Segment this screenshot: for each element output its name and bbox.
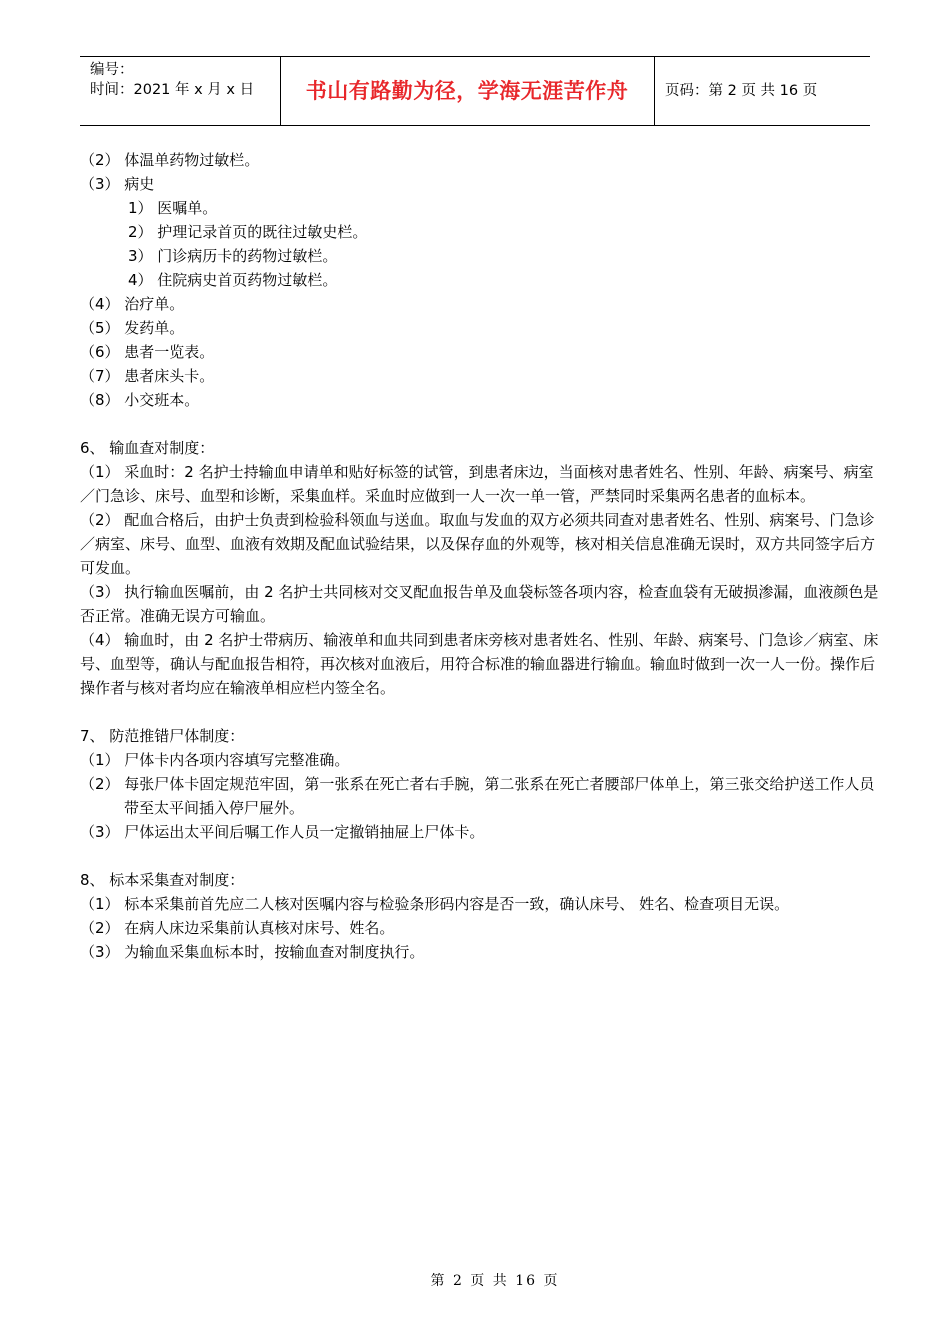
list-item: （6） 患者一览表。 bbox=[80, 343, 215, 361]
header-meta bbox=[80, 57, 281, 125]
page-code: 页码：第 2 页 共 16 页 bbox=[665, 83, 818, 99]
list-item: 1） 医嘱单。 bbox=[128, 199, 218, 217]
paragraph: （2） 配血合格后，由护士负责到检验科领血与送血。取血与发血的双方必须共同查对患者姓名、性别、病案号、门急诊／病室、床号、血型、血液有效期及配血试验结果，以及保存血的外观等，核对相关信息准确无误时，双方共同签字后方可发血。 bbox=[80, 511, 876, 577]
header-page-cell bbox=[655, 57, 870, 125]
paragraph: （3） 执行输血医嘱前，由 2 名护士共同核对交叉配血报告单及血袋标签各项内容，检查血袋有无破损渗漏，血液颜色是否正常。准确无误方可输血。 bbox=[80, 583, 879, 625]
list-item: 4） 住院病史首页药物过敏栏。 bbox=[128, 271, 338, 289]
document-body bbox=[80, 148, 880, 964]
time-label: 时间：2021 年 x 月 x 日 bbox=[90, 82, 255, 98]
page-header bbox=[80, 56, 870, 126]
number-label: 编号： bbox=[90, 62, 134, 78]
list-item: （5） 发药单。 bbox=[80, 319, 185, 337]
section-title: 6、 输血查对制度： bbox=[80, 439, 215, 457]
header-motto-cell bbox=[280, 57, 655, 125]
paragraph: （2） 每张尸体卡固定规范牢固，第一张系在死亡者右手腕，第二张系在死亡者腰部尸体单上，第三张交给护送工作人员带至太平间插入停尸屉外。 bbox=[80, 775, 875, 817]
paragraph: （3） 尸体运出太平间后嘱工作人员一定撤销抽屉上尸体卡。 bbox=[80, 823, 485, 841]
paragraph: （1） 标本采集前首先应二人核对医嘱内容与检验条形码内容是否一致，确认床号、 姓名、检查项目无误。 bbox=[80, 895, 790, 913]
list-item: 3） 门诊病历卡的药物过敏栏。 bbox=[128, 247, 338, 265]
list-item: （2） 体温单药物过敏栏。 bbox=[80, 151, 260, 169]
page-footer: 第 2 页 共 16 页 bbox=[430, 1273, 560, 1289]
list-item: 2） 护理记录首页的既往过敏史栏。 bbox=[128, 223, 368, 241]
list-item: （4） 治疗单。 bbox=[80, 295, 185, 313]
paragraph: （1） 尸体卡内各项内容填写完整准确。 bbox=[80, 751, 350, 769]
paragraph: （1） 采血时：2 名护士持输血申请单和贴好标签的试管，到患者床边，当面核对患者姓名、性别、年龄、病案号、病室／门急诊、床号、血型和诊断，采集血样。采血时应做到一人一次一单一管，严禁同时采集两名患者的血标本。 bbox=[80, 463, 874, 505]
section-title: 8、 标本采集查对制度： bbox=[80, 871, 245, 889]
list-item: （3） 病史 bbox=[80, 175, 155, 193]
paragraph: （4） 输血时，由 2 名护士带病历、输液单和血共同到患者床旁核对患者姓名、性别、年龄、病案号、门急诊／病室、床号、血型等，确认与配血报告相符，再次核对血液后，用符合标准的输血器进行输血。输血时做到一次一人一份。操作后操作者与核对者均应在输液单相应栏内签全名。 bbox=[80, 631, 879, 697]
paragraph: （3） 为输血采集血标本时，按输血查对制度执行。 bbox=[80, 943, 425, 961]
section-title: 7、 防范推错尸体制度： bbox=[80, 727, 245, 745]
list-item: （8） 小交班本。 bbox=[80, 391, 200, 409]
motto-text: 书山有路勤为径，学海无涯苦作舟 bbox=[305, 79, 629, 103]
list-item: （7） 患者床头卡。 bbox=[80, 367, 215, 385]
paragraph: （2） 在病人床边采集前认真核对床号、姓名。 bbox=[80, 919, 395, 937]
